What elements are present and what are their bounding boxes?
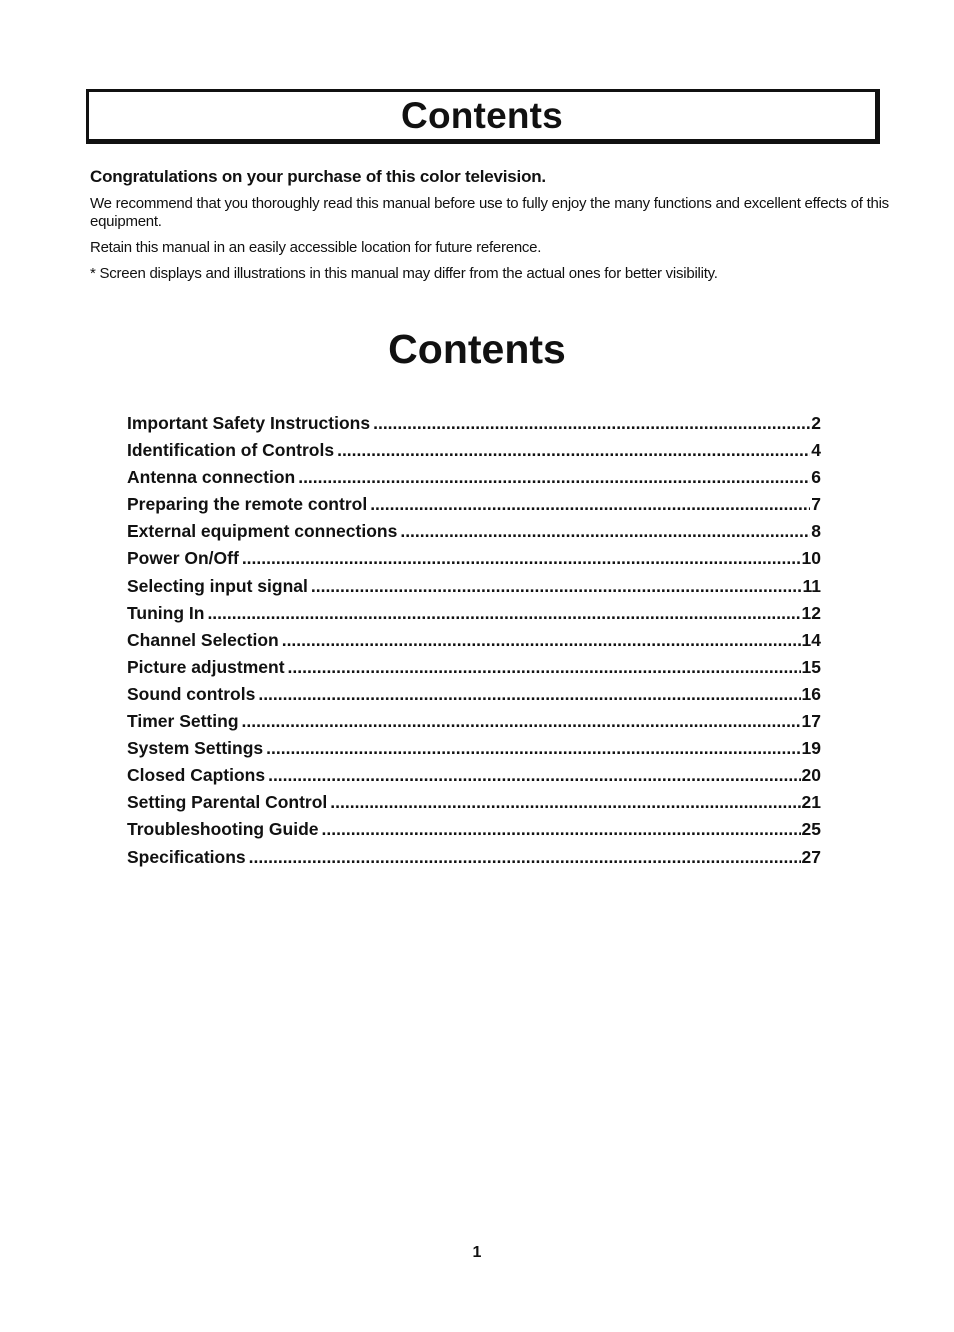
toc-dot-leader bbox=[266, 738, 800, 759]
toc-dot-leader bbox=[288, 657, 801, 678]
toc-entry[interactable] bbox=[127, 521, 821, 548]
toc-title: Contents bbox=[388, 326, 566, 372]
toc-entry-label: Timer Setting bbox=[127, 711, 239, 732]
toc-entry-label: Specifications bbox=[127, 846, 246, 867]
toc-dot-leader bbox=[337, 440, 810, 461]
toc-entry[interactable] bbox=[127, 440, 821, 467]
toc-entry-page: 11 bbox=[802, 575, 821, 596]
toc-dot-leader bbox=[370, 494, 810, 515]
toc-dot-leader bbox=[373, 413, 810, 434]
toc-entry-page: 6 bbox=[811, 467, 821, 488]
toc-entry[interactable] bbox=[127, 603, 821, 630]
toc-dot-leader bbox=[311, 576, 802, 597]
toc-entry-page: 16 bbox=[801, 683, 821, 704]
toc-entry-page: 20 bbox=[801, 765, 821, 786]
toc-dot-leader bbox=[322, 819, 801, 840]
toc-entry-page: 10 bbox=[801, 548, 821, 569]
toc-entry[interactable] bbox=[127, 548, 821, 575]
toc-dot-leader bbox=[242, 711, 801, 732]
toc-entry[interactable] bbox=[127, 630, 821, 657]
page-number: 1 bbox=[472, 1244, 482, 1261]
toc-entry-page: 2 bbox=[811, 413, 821, 433]
intro-paragraph-retain: Retain this manual in an easily accessible location for future reference. bbox=[90, 239, 542, 256]
toc-entry[interactable] bbox=[127, 657, 821, 684]
toc-entry[interactable] bbox=[127, 765, 821, 792]
toc-entry-label: Sound controls bbox=[127, 683, 256, 704]
toc-entry-page: 21 bbox=[801, 792, 821, 813]
toc-entry-label: Power On/Off bbox=[127, 548, 239, 569]
intro-section bbox=[90, 167, 890, 291]
toc-entry-page: 15 bbox=[801, 656, 821, 677]
toc-dot-leader bbox=[242, 548, 801, 569]
toc-dot-leader bbox=[258, 684, 800, 705]
toc-entry-page: 12 bbox=[801, 602, 821, 623]
toc-entry-page: 19 bbox=[801, 738, 821, 759]
toc-entry-page: 17 bbox=[801, 711, 821, 732]
intro-heading: Congratulations on your purchase of this color television. bbox=[90, 167, 546, 186]
toc-entry-page: 8 bbox=[811, 521, 821, 542]
intro-paragraph-recommend: We recommend that you thoroughly read this manual before use to fully enjoy the many functions and excellent effects of this equipment. bbox=[90, 195, 889, 230]
toc-entry[interactable] bbox=[127, 819, 821, 846]
toc-entry-label: Identification of Controls bbox=[127, 440, 335, 461]
toc-entry[interactable] bbox=[127, 684, 821, 711]
toc-entry-label: Selecting input signal bbox=[127, 575, 308, 596]
toc-entry-page: 4 bbox=[811, 440, 821, 461]
toc-dot-leader bbox=[298, 467, 810, 488]
toc-entry-label: Channel Selection bbox=[127, 629, 279, 650]
toc-entry-page: 25 bbox=[801, 819, 821, 840]
toc-entry[interactable] bbox=[127, 847, 821, 874]
toc-entry[interactable] bbox=[127, 576, 821, 603]
toc-entry[interactable] bbox=[127, 792, 821, 819]
intro-paragraph-disclaimer: * Screen displays and illustrations in this manual may differ from the actual ones for better visibility. bbox=[90, 265, 718, 282]
toc-entry[interactable] bbox=[127, 494, 821, 521]
toc-entry-label: Important Safety Instructions bbox=[127, 413, 371, 433]
toc-entry-label: Preparing the remote control bbox=[127, 494, 368, 515]
toc-entry-page: 14 bbox=[801, 629, 821, 650]
toc-entry-label: System Settings bbox=[127, 738, 264, 759]
toc-dot-leader bbox=[268, 765, 800, 786]
toc-entry-label: External equipment connections bbox=[127, 521, 398, 542]
toc-entry-label: Closed Captions bbox=[127, 765, 266, 786]
toc-entry-label: Tuning In bbox=[127, 602, 205, 623]
toc-entry-label: Setting Parental Control bbox=[127, 792, 328, 813]
toc-entry-page: 27 bbox=[801, 846, 821, 867]
header-box bbox=[86, 89, 880, 144]
toc-entry[interactable] bbox=[127, 467, 821, 494]
header-title: Contents bbox=[401, 94, 563, 136]
toc-entry[interactable] bbox=[127, 711, 821, 738]
toc-entry-label: Troubleshooting Guide bbox=[127, 819, 319, 840]
toc-list bbox=[127, 413, 821, 874]
toc-dot-leader bbox=[249, 847, 801, 868]
toc-entry-page: 7 bbox=[811, 494, 821, 515]
toc-entry[interactable] bbox=[127, 413, 821, 440]
toc-entry[interactable] bbox=[127, 738, 821, 765]
toc-entry-label: Antenna connection bbox=[127, 467, 296, 488]
toc-dot-leader bbox=[400, 521, 810, 542]
toc-dot-leader bbox=[282, 630, 801, 651]
toc-entry-label: Picture adjustment bbox=[127, 656, 285, 677]
toc-dot-leader bbox=[207, 603, 800, 624]
toc-dot-leader bbox=[330, 792, 800, 813]
